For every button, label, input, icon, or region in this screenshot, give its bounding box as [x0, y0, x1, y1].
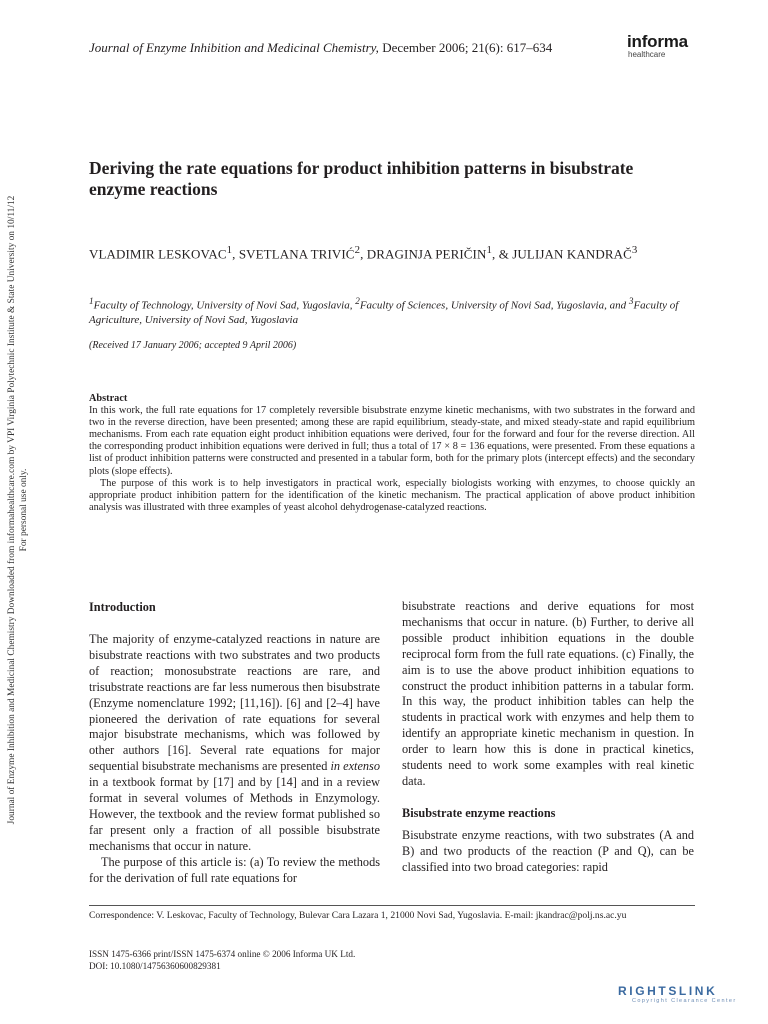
body-text: The majority of enzyme-catalyzed reactions in nature are bisubstrate reactions with two substrates and two products of reaction; monosubstrate reactions are rare, and trisubstrate reactions are far less numerous then bisubstrate (Enzyme nomenclature 1992; [11,16]). [6] and [2–4] have pioneered the derivation of rate equations for several major bisubstrate mechanisms, which was followed by other authors [16]. Several rate equations for major sequential bisubstrate mechanisms are presented: [89, 632, 380, 774]
author-affil-mark: 1: [226, 244, 233, 256]
affiliation: Faculty of Agriculture, University of Novi Sad, Yugoslavia: [89, 299, 679, 326]
body-column-right: [402, 599, 694, 876]
author-affil-mark: 3: [631, 244, 638, 256]
journal-name: Journal of Enzyme Inhibition and Medicinal Chemistry,: [89, 40, 379, 55]
body-paragraph: Bisubstrate enzyme reactions, with two substrates (A and B) and two products of the reaction (P and Q), can be classified into two broad categories: rapid: [402, 827, 694, 874]
affiliations: [89, 294, 699, 327]
affiliation: Faculty of Sciences, University of Novi Sad, Yugoslavia, and: [359, 299, 627, 312]
author-name: , SVETLANA TRIVIĆ: [232, 246, 355, 262]
doi-line: DOI: 10.1080/14756360600829381: [89, 961, 221, 971]
body-paragraph: bisubstrate reactions and derive equations for most mechanisms that occur in nature. (b) Further, to derive all possible product inhibition equations in the double reciprocal form from the full rate equations. (c) Finally, the aim is to use the above product inhibition equations to construct the product inhibition patterns in a tabular form. In this way, the product inhibition tables can help the students in practical work with enzymes and help them to identify an appropriate kinetic mechanism in question. In order to learn how this is done in practical kinetics, students need to work some examples with real kinetic data.: [402, 599, 694, 788]
rightslink-tagline: Copyright Clearance Center: [632, 998, 737, 1004]
issn-line: ISSN 1475-6366 print/ISSN 1475-6374 online © 2006 Informa UK Ltd.: [89, 949, 356, 959]
section-heading-introduction: Introduction: [89, 600, 156, 614]
informa-logo: [627, 33, 707, 60]
footnote-divider: [89, 905, 695, 906]
body-paragraph: [89, 632, 380, 855]
abstract-heading: Abstract: [89, 393, 128, 404]
author-name: , DRAGINJA PERIČIN: [360, 246, 487, 262]
affil-mark: 1: [89, 296, 94, 306]
author-name: , & JULIJAN KANDRAČ: [492, 246, 632, 262]
author-affil-mark: 1: [486, 244, 492, 256]
abstract-paragraph: The purpose of this work is to help investigators in practical work, especially biologists working with enzymes, to choose quickly an appropriate product inhibition pattern for the identification of the kinetic mechanism. The practical application of above product inhibition analysis was illustrated with three examples of yeast alcohol dehydrogenase-catalyzed reactions.: [89, 477, 695, 513]
side-note-line2: For personal use only.: [19, 468, 29, 552]
side-download-note: [0, 160, 40, 860]
journal-citation: [89, 40, 552, 56]
affiliation: Faculty of Technology, University of Novi Sad, Yugoslavia,: [93, 299, 353, 312]
correspondence-note: Correspondence: V. Leskovac, Faculty of Technology, Bulevar Cara Lazara 1, 21000 Novi Sad, Yugoslavia. E-mail: jkandrac@polj.ns.ac.yu: [89, 910, 627, 921]
abstract: [89, 393, 695, 514]
rightslink-wordmark: RIGHTSLINK: [618, 984, 718, 998]
body-text: in a textbook format by [17] and by [14] and in a review format in several volumes of Methods in Enzymology. However, the textbook and the review format published so far present only a fraction of all possible bisubstrate mechanisms that occur in nature.: [89, 775, 380, 853]
abstract-paragraph: In this work, the full rate equations for 17 completely reversible bisubstrate enzyme kinetic mechanisms, with two substrates in the forward and two in the reverse direction, have been presented; among these are rapid equilibrium, steady-state, and mixed steady-state and rapid equilibrium mechanisms. From each rate equation eight product inhibition equations were derived, four for the forward and four for the reverse direction. All the corresponding product inhibition equations were derived in full; thus a total of 17 × 8 = 136 equations, were presented. From these equations a list of product inhibition patterns were constructed and presented in a tabular form, both for the primary plots (intercept effects) and the secondary plots (slope effects).: [89, 405, 695, 477]
issn-doi-block: [89, 948, 355, 972]
journal-issue: December 2006; 21(6): 617–634: [382, 40, 553, 55]
affil-mark: 3: [628, 296, 634, 306]
section-heading-bisubstrate: Bisubstrate enzyme reactions: [402, 805, 556, 820]
side-note-line1: Journal of Enzyme Inhibition and Medicinal Chemistry Downloaded from informahealthcare.com by VPI Virginia Polytechnic Institute & State University on 10/11/12: [7, 195, 17, 825]
author-name: VLADIMIR LESKOVAC: [89, 246, 227, 262]
author-affil-mark: 2: [354, 244, 361, 256]
rightslink-logo: [618, 985, 764, 1007]
affil-mark: 2: [355, 296, 360, 306]
logo-wordmark: informa: [627, 32, 688, 51]
author-list: [89, 242, 649, 262]
body-column-left: [89, 599, 380, 887]
logo-subtitle: healthcare: [628, 50, 666, 59]
article-title: Deriving the rate equations for product inhibition patterns in bisubstrate enzyme reactions: [89, 158, 634, 199]
body-emphasis: in extenso: [330, 759, 380, 774]
body-paragraph: The purpose of this article is: (a) To review the methods for the derivation of full rate equations for: [89, 854, 380, 885]
received-dates: (Received 17 January 2006; accepted 9 April 2006): [89, 340, 297, 351]
